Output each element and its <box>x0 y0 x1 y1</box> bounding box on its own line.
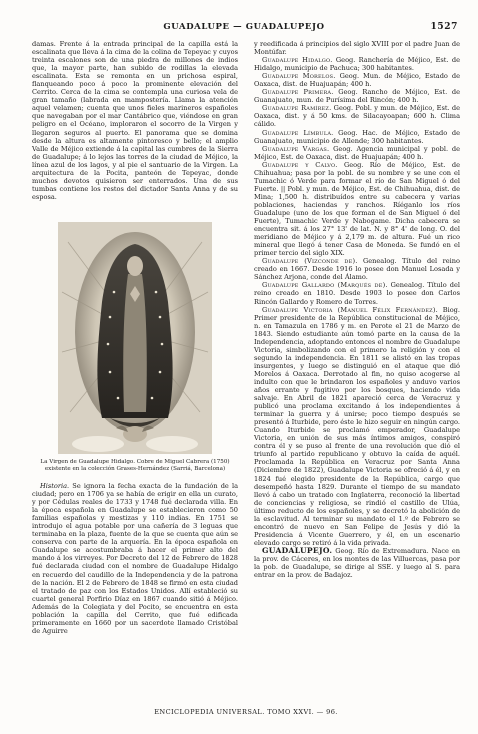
virgin-of-guadalupe-illustration <box>58 222 212 454</box>
running-header <box>30 22 458 36</box>
right-column <box>254 40 460 579</box>
entry-guadalupe-victoria: Guadalupe Victoria (Manuel Félix Fernández). Biog. Primer presidente de la República constitucional de Méjico, n. en Tamazula en 1786 y m. en Perote el 21 de Marzo de 1843. Siendo estudiante aún tomó parte en la causa de la Independencia, adoptando entonces el nombre de Guadalupe Victoria, simbolizando con el primero la religión y con el segundo la independencia. En 1811 se alistó en las tropas insurgentes, y luego se distinguió en el ataque que dió Morelos á Oaxaca. Derrotado al fin, no quiso acogerse al indulto con que le brindaron los españoles y anduvo varios años errante y fugitivo por los bosques, haciendo vida salvaje. En Abril de 1821 apareció cerca de Veracruz y publicó una proclama excitando á los independientes á terminar la guerra y á unirse; poco tiempo después se presentó á Iturbide, pero éste le hizo seguir en ningún cargo. Cuando Iturbide se proclamó emperador, Guadalupe Victoria, en unión de sus más íntimos amigos, conspiró contra él y se puso al frente de una revolución que dió el triunfo al partido republicano y obtuvo la caída de aquél. Proclamada la República en Veracruz por Santa Anna (Diciembre de 1822), Guadalupe Victoria se ofreció á él, y en 1824 fué elegido presidente de la República, cargo que desempeñó hasta 1829. Durante el tiempo de su mandato llevó á cabo un tratado con Inglaterra, reconoció la libertad de conciencias y religiosa, se rindió el castillo de Ulúa, último reducto de los españoles, y se decretó la abolición de la esclavitud. Al terminar su mandato el 1.º de Febrero se encontró de nuevo en San Felipe de Jesús y dió la Presidencia á Vicente Guerrero, y él, en un escenario elevado cargo se retiró á la vida privada. <box>254 305 460 547</box>
page-footer: ENCICLOPEDIA UNIVERSAL. TOMO XXVI. — 96. <box>154 708 338 716</box>
history-section <box>32 482 238 635</box>
entry-continuation: y reedificada á principios del siglo XVIII por el padre Juan de Montúfar. <box>254 40 460 57</box>
entry-guadalupejo: GUADALUPEJO. Geog. Río de Extremadura. Nace en la prov. de Cáceres, en los montes de las Villuercas, pasa por la pob. de Guadalupe, se dirige al SSE. y luego al S. para entrar en la prov. de Badajoz. <box>254 545 460 580</box>
page-number: 1527 <box>430 22 458 32</box>
running-title: GUADALUPE — GUADALUPEJO <box>163 22 325 32</box>
entry-guadalupe-limbula: Guadalupe Límbula. Geog. Hac. de Méjico, Estado de Guanajuato, municipio de Allende; 300 habitantes. <box>254 128 460 145</box>
virgin-engraving-image <box>58 222 212 454</box>
history-label: Historia. <box>40 482 70 490</box>
entry-guadalupe-y-calvo: Guadalupe y Calvo. Geog. Río de Méjico, Est. de Chihuahua; pasa por la pobl. de su nombre y se une con el Tumachic ó Verde para formar el río de San Miguel ó del Fuerte. || Pobl. y mun. de Méjico, Est. de Chihuahua, dist. de Mina; 1,500 h. distribuídos entre su cabecera y varias poblaciones, haciendas y ranchos. Ríéganlo los ríos Guadalupe (uno de los que forman el de San Miguel ó del Fuerte), Tumachic Verde y Nabogame. Dicha cabecera se encuentra sit. á los 27° 13' de lat. N. y 8° 4' de long. O. del meridiano de Méjico y á 2,179 m. de altura. Fué un rico mineral que llegó á tener Casa de Moneda. Se fundó en el primer tercio del siglo XIX. <box>254 160 460 258</box>
entry-guadalupe-ramirez: Guadalupe Ramírez. Geog. Pobl. y mun. de Méjico, Est. de Oaxaca, dist. y á 50 kms. de Silacayoapan; 600 h. Clima cálido. <box>254 104 460 129</box>
entry-guadalupe-vizconde: Guadalupe (Vizconde de). Genealog. Título del reino creado en 1667. Desde 1916 lo posee don Manuel Losada y Sánchez Arjona, conde del Álamo. <box>254 257 460 282</box>
history-paragraph: Se ignora la fecha exacta de la fundación de la ciudad; pero en 1706 ya se había de erigir en ella un curato, y por Cédulas reales de 1733 y 1748 fué declarada villa. En la época española en Guadalupe se establecieron como 50 familias españolas y mestizas y 110 indias. En 1751 se introdujo el agua potable por una cañería de 3 leguas que terminaba en la plaza, fuente de la que se cuenta que aún se conserva con parte de la arquería. En la época española en Guadalupe se acostumbraba á hacer el primer alto del mando á los virreyes. Por Decreto del 12 de Febrero de 1828 fué declarada ciudad con el nombre de Guadalupe Hidalgo en recuerdo del caudillo de la Independencia y de la patrona de la nación. El 2 de Febrero de 1848 se firmó en esta ciudad el tratado de paz con los Estados Unidos. Allí estableció su cuartel general Porfirio Díaz en 1867 cuando sitió á Méjico. Además de la Colegiata y del Pocito, se encuentra en esta población la capilla del Cerrito, que fué edificada primeramente en 1660 por un sacerdote llamado Cristóbal de Aguirre <box>32 482 238 635</box>
entry-guadalupe-primera: Guadalupe Primera. Geog. Rancho de Méjico, Est. de Guanajuato, mun. de Purísima del Rincón; 400 h. <box>254 88 460 105</box>
figure-caption: La Virgen de Guadalupe Hidalgo. Cobre de Miguel Cabrera (1750) existente en la colección Grases-Hernández (Sarriá, Barcelona) <box>40 459 230 472</box>
entry-guadalupe-hidalgo: Guadalupe Hidalgo. Geog. Ranchería de Méjico, Est. de Hidalgo, municipio de Pachuca; 300 habitantes. <box>254 56 460 73</box>
entry-guadalupe-vargas: Guadalupe Vargas. Geog. Agencia municipal y pobl. de Méjico, Est. de Oaxaca, dist. de Huajuapán; 400 h. <box>254 144 460 161</box>
left-top-paragraph: damas. Frente á la entrada principal de la capilla está la escalinata que lleva á la cima de la colina de Tepeyac y cuyos treinta escalones son de una piedra de millones de indios que, la mayor parte, han subido de rodillas la elevada escalinata. Esta se remonta en un prichosa espiral, flanqueando poco á poco la prominente elevación del Cerrito. Cerca de la cima se contempla una curiosa vela de gran tamaño (labrada en mampostería. Llama la atención aquel velamen; cuenta que unos fieles marineros españoles que navegaban por el mar Cantábrico que, viéndose en gran peligro en el Océano, imploraron el socorro de la Virgen y llegaron seguros al puerto. El panorama que se domina desde la altura es altamente pintoresco y bello; el amplio Valle de Méjico extiende á la capital las cumbres de la Sierra de Guadalupe; á lo lejos las torres de la ciudad de Méjico, la línea azul de los lagos, y al pie el santuario de la Virgen. La arquitectura de la Pocita, panteón de Tepeyac, donde muchos devotos quisieron ser enterrados. Una de sus tumbas contiene los restos del dictador Santa Anna y de su esposa. <box>32 40 238 201</box>
entry-guadalupe-gallardo: Guadalupe Gallardo (Marqués de). Genealog. Título del reino creado en 1810. Desde 1903 lo posee don Carlos Rincón Gallardo y Romero de Torres. <box>254 281 460 306</box>
left-column <box>32 40 238 201</box>
entry-guadalupe-morelos: Guadalupe Morelos. Geog. Mun. de Méjico, Estado de Oaxaca, dist. de Huajuapán; 400 h. <box>254 72 460 89</box>
